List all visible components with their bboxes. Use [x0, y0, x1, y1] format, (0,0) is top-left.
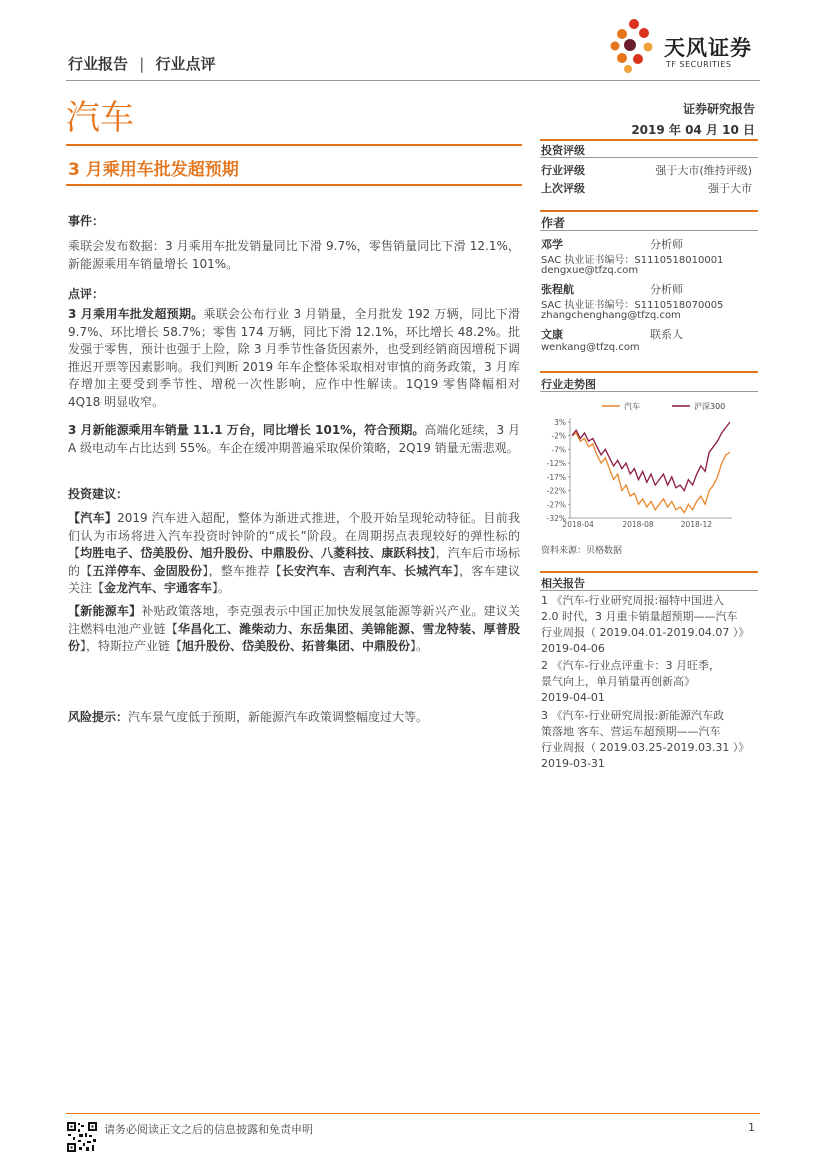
related-line: 策落地 客车、营运车超预期——汽车 — [541, 725, 721, 738]
related-heading: 相关报告 — [541, 577, 585, 590]
rating-sub-rule — [540, 157, 758, 158]
rating-row-value: 强于大市(维持评级) — [655, 164, 752, 177]
y-tick-label: -12% — [546, 459, 566, 469]
author-sac: SAC 执业证书编号：S1110518010001 — [541, 255, 724, 266]
author-name: 邓学 — [541, 238, 563, 251]
risk-text: 汽车景气度低于预期，新能源汽车政策调整幅度过大等。 — [128, 710, 429, 724]
related-date: 2019-03-31 — [541, 757, 605, 770]
advice-auto-stocks: 金龙汽车、宇通客车 — [104, 581, 213, 595]
tf-logo-icon — [610, 18, 660, 74]
x-tick-label: 2018-12 — [680, 520, 713, 529]
series-line — [572, 422, 730, 491]
comment-heading: 点评： — [68, 287, 105, 301]
rating-row-label: 上次评级 — [541, 182, 585, 195]
advice-nev-text: 】，特斯拉产业链【 — [80, 639, 183, 653]
header-separator: | — [139, 55, 145, 73]
related-line: 2.0 时代，3 月重卡销量超预期——汽车 — [541, 610, 738, 623]
headline: 3 月乘用车批发超预期 — [68, 160, 239, 180]
report-kind: 证券研究报告 — [682, 102, 755, 116]
author-email[interactable]: dengxue@tfzq.com — [541, 265, 639, 276]
rating-heading: 投资评级 — [541, 144, 585, 157]
advice-nev-text: 补贴政策落地，李克强表示中国正加快发展氢能源等新兴产业。建议关注燃料电池产业链【 — [68, 604, 520, 636]
x-tick-label: 2018-08 — [622, 520, 654, 529]
trend-chart — [540, 396, 758, 536]
related-date: 2019-04-01 — [541, 691, 605, 704]
y-tick-label: -17% — [546, 472, 566, 482]
related-line: 2 《汽车-行业点评重卡：3 月旺季， — [541, 659, 720, 672]
brand-name-en: TF SECURITIES — [666, 60, 732, 69]
event-text — [68, 238, 520, 273]
brand-logo — [610, 18, 760, 76]
report-date: 2019 年 04 月 10 日 — [631, 123, 755, 137]
comment-1-body: 乘联会公布行业 3 月销量，全月批发 192 万辆，同比下滑 9.7%、环比增长 58.7%；零售 174 万辆，同比下滑 12.1%，环比增长 48.2%。批发强于零售，预计也强于上险，除 3 月季节性备货因素外，也受到经销商因增税下调推迟开票等因素影响。我们判断 2019 年车企整体采取相对审慎的商务政策，3 月库存增加主要受到季节性、增税一次性影响，应作中性解读。1Q19 零售降幅相对 4Q18 明显收窄。 — [68, 307, 520, 409]
y-tick-label: -32% — [546, 514, 566, 523]
advice-auto-text: 】，整车推荐【 — [202, 563, 282, 578]
related-line: 3 《汽车-行业研究周报:新能源汽车政 — [541, 709, 725, 722]
author-name: 张程航 — [541, 283, 574, 296]
title-rule-bottom — [66, 184, 522, 186]
advice-auto-text: 】。 — [212, 581, 231, 595]
industry-title: 汽车 — [66, 98, 134, 138]
author-email[interactable]: zhangchenghang@tfzq.com — [541, 310, 681, 321]
advice-auto-text: 】，汽车后市场标的【 — [68, 546, 520, 578]
related-line: 行业周报（ 2019.04.01-2019.04.07 ）》 — [541, 626, 750, 639]
advice-auto-tag: 【汽车】 — [68, 511, 118, 525]
x-tick-label: 2018-04 — [562, 520, 594, 529]
author-sac: SAC 执业证书编号：S1110518070005 — [541, 300, 724, 311]
footer-rule — [66, 1113, 760, 1114]
comment-para-1 — [68, 306, 520, 411]
comment-1-lead: 3 月乘用车批发超预期。 — [68, 307, 204, 321]
author-role: 分析师 — [650, 238, 683, 251]
advice-para-nev — [68, 603, 520, 656]
related-item[interactable] — [541, 658, 756, 706]
related-item[interactable] — [541, 708, 756, 772]
qr-code-icon — [66, 1121, 98, 1153]
rating-rule — [540, 139, 758, 141]
author-role: 分析师 — [650, 283, 683, 296]
header-report-type — [68, 53, 216, 74]
advice-auto-text: 】，客车建议关注【 — [68, 563, 520, 595]
related-line: 景气向上，单月销量再创新高》 — [541, 675, 695, 688]
author-name: 文康 — [541, 328, 563, 341]
related-date: 2019-04-06 — [541, 642, 605, 655]
advice-nev-text: 】。 — [410, 639, 429, 653]
legend-label: 沪深300 — [694, 402, 726, 411]
y-tick-label: 3% — [554, 418, 566, 427]
y-tick-label: -22% — [546, 486, 566, 496]
footer-disclaimer: 请务必阅读正文之后的信息披露和免责申明 — [104, 1123, 313, 1136]
authors-heading: 作者 — [541, 216, 566, 230]
comment-2-body: 高端化延续，3 月 A 级电动车占比达到 55%。车企在缓冲期普遍采取保价策略，2Q19 销量无需悲观。 — [68, 423, 521, 455]
advice-heading: 投资建议： — [68, 487, 129, 501]
authors-rule — [540, 210, 758, 212]
advice-nev-tag: 【新能源车】 — [68, 604, 142, 618]
advice-auto-stocks: 均胜电子、岱美股份、旭升股份、中鼎股份、八菱科技、康跃科技 — [80, 546, 430, 560]
trend-source: 资料来源：贝格数据 — [541, 546, 623, 556]
related-line: 行业周报（ 2019.03.25-2019.03.31 ）》 — [541, 741, 750, 754]
advice-para-auto — [68, 510, 520, 598]
event-body: 乘联会发布数据：3 月乘用车批发销量同比下滑 9.7%，零售销量同比下滑 12.1%，新能源乘用车销量增长 101%。 — [68, 239, 520, 271]
authors-sub-rule — [540, 230, 758, 231]
related-rule — [540, 571, 758, 573]
advice-auto-stocks: 长安汽车、吉利汽车、长城汽车 — [281, 563, 453, 578]
report-subtype: 行业点评 — [155, 55, 216, 73]
author-role: 联系人 — [650, 328, 683, 341]
advice-auto-text: 2019 汽车进入超配，整体为渐进式推进，个股开始呈现轮动特征。目前我们认为市场将进入汽车投资时钟阶的“成长”阶段。在周期拐点表现较好的弹性标的【 — [68, 511, 520, 560]
brand-name-cn: 天风证券 — [664, 36, 752, 60]
risk-note — [68, 709, 520, 727]
rating-row-label: 行业评级 — [541, 164, 585, 177]
y-tick-label: -7% — [551, 445, 566, 455]
legend-label: 汽车 — [624, 402, 640, 411]
advice-auto-stocks: 五洋停车、金固股份 — [92, 563, 203, 578]
advice-nev-stocks: 旭升股份、岱美股份、拓普集团、中鼎股份 — [182, 639, 411, 653]
trend-rule — [540, 371, 758, 373]
comment-para-2 — [68, 422, 520, 457]
report-type: 行业报告 — [68, 55, 129, 73]
header-rule — [66, 80, 760, 81]
comment-2-lead: 3 月新能源乘用车销量 11.1 万台，同比增长 101%，符合预期。 — [68, 423, 425, 437]
y-tick-label: -2% — [551, 431, 566, 441]
related-sub-rule — [540, 590, 758, 591]
risk-label: 风险提示： — [68, 710, 129, 724]
trend-heading: 行业走势图 — [541, 378, 596, 391]
title-rule-top — [66, 144, 522, 146]
related-item[interactable] — [541, 593, 756, 657]
page-number: 1 — [748, 1121, 755, 1134]
trend-sub-rule — [540, 391, 758, 392]
event-heading: 事件： — [68, 214, 105, 228]
y-tick-label: -27% — [546, 500, 566, 510]
advice-nev-stocks: 华昌化工、潍柴动力、东岳集团、美锦能源、雪龙特装、厚普股份 — [68, 621, 520, 653]
author-email[interactable]: wenkang@tfzq.com — [541, 342, 640, 353]
related-line: 1 《汽车-行业研究周报:福特中国进入 — [541, 594, 725, 607]
rating-row-value: 强于大市 — [708, 182, 752, 195]
